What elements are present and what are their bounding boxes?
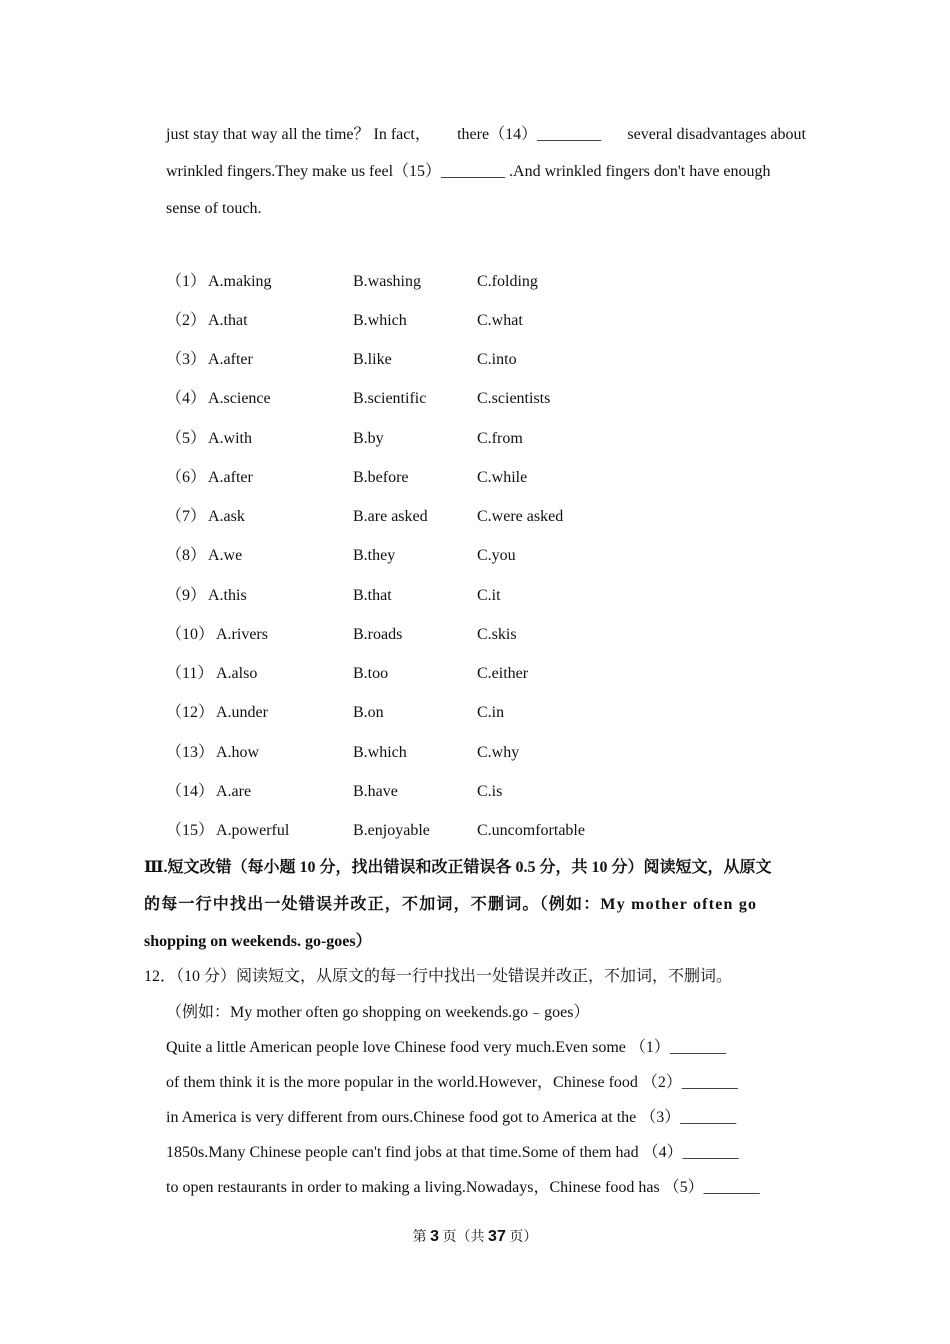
option-number: （3） (166, 351, 207, 368)
option-a: A.with (208, 430, 252, 447)
footer-prefix: 第 (412, 1230, 431, 1245)
passage-line: of them think it is the more popular in the world.However，Chinese food （2）_______ (166, 1074, 738, 1091)
option-c: C.scientists (477, 390, 551, 407)
section-3-line-1: Ⅲ.短文改错（每小题 10 分，找出错误和改正错误各 0.5 分，共 10 分）阅读短文，从原文 (144, 859, 772, 876)
passage-line-1-part-1: just stay that way all the time？ In fact， (166, 126, 431, 143)
option-a: A.this (208, 587, 247, 604)
footer-suffix: 页） (505, 1230, 538, 1245)
question-12-stem: 12．（10 分）阅读短文，从原文的每一行中找出一处错误并改正，不加词，不删词。 (144, 968, 733, 985)
option-number: （6） (166, 469, 207, 486)
passage-continuation (166, 116, 806, 227)
option-number: （2） (166, 312, 207, 329)
option-c: C.why (477, 744, 520, 761)
option-c: C.from (477, 430, 523, 447)
option-b: B.which (353, 744, 407, 761)
option-c: C.in (477, 704, 505, 721)
option-number: （8） (166, 547, 207, 564)
option-c: C.while (477, 469, 528, 486)
option-c: C.folding (477, 273, 538, 290)
option-number: （4） (166, 390, 207, 407)
option-a: A.after (208, 469, 253, 486)
option-c: C.it (477, 587, 501, 604)
option-b: B.too (353, 665, 389, 682)
option-b: B.roads (353, 626, 403, 643)
option-a: A.that (208, 312, 248, 329)
option-b: B.scientific (353, 390, 427, 407)
option-a: A.under (216, 704, 268, 721)
option-number: （12） (166, 704, 215, 721)
option-c: C.you (477, 547, 516, 564)
passage-line-2: wrinkled fingers.They make us feel（15）________ .And wrinkled fingers don't have enough (166, 163, 771, 180)
option-c: C.were asked (477, 508, 564, 525)
option-a: A.making (208, 273, 272, 290)
option-b: B.on (353, 704, 384, 721)
option-b: B.before (353, 469, 409, 486)
section-3-line-2: 的每一行中找出一处错误并改正，不加词，不删词。（例如：My mother often go (144, 896, 758, 913)
option-c: C.uncomfortable (477, 822, 585, 839)
option-c: C.what (477, 312, 523, 329)
option-number: （11） (166, 665, 214, 682)
current-page-number: 3 (430, 1228, 440, 1245)
option-b: B.like (353, 351, 392, 368)
section-3-heading (144, 849, 806, 960)
passage-line: Quite a little American people love Chinese food very much.Even some （1）_______ (166, 1039, 726, 1056)
option-b: B.they (353, 547, 396, 564)
passage-line-1-part-2: there（14）________ (457, 126, 602, 143)
option-c: C.skis (477, 626, 517, 643)
option-a: A.how (216, 744, 260, 761)
option-c: C.either (477, 665, 529, 682)
passage-line: 1850s.Many Chinese people can't find jobs at that time.Some of them had （4）_______ (166, 1144, 739, 1161)
option-number: （5） (166, 430, 207, 447)
question-12-example: （例如：My mother often go shopping on weekends.go﹣goes） (166, 1004, 590, 1021)
option-b: B.by (353, 430, 384, 447)
passage-line: in America is very different from ours.Chinese food got to America at the （3）_______ (166, 1109, 737, 1126)
footer-middle: 页（共 (439, 1230, 489, 1245)
section-3-line-3: shopping on weekends. go-goes） (144, 933, 372, 950)
option-b: B.which (353, 312, 407, 329)
option-c: C.is (477, 783, 503, 800)
option-number: （14） (166, 783, 215, 800)
option-number: （13） (166, 744, 215, 761)
option-a: A.we (208, 547, 243, 564)
page-footer (0, 1225, 950, 1250)
option-number: （9） (166, 587, 207, 604)
option-a: A.after (208, 351, 253, 368)
passage-line-1 (166, 116, 806, 153)
option-b: B.washing (353, 273, 421, 290)
option-a: A.ask (208, 508, 245, 525)
option-a: A.also (216, 665, 258, 682)
option-a: A.science (208, 390, 271, 407)
total-pages-number: 37 (488, 1228, 506, 1245)
option-c: C.into (477, 351, 517, 368)
option-number: （7） (166, 508, 207, 525)
option-b: B.have (353, 783, 398, 800)
option-a: A.are (216, 783, 252, 800)
passage-line-1-part-3: several disadvantages about (627, 126, 806, 143)
option-b: B.that (353, 587, 392, 604)
option-a: A.powerful (216, 822, 290, 839)
option-b: B.enjoyable (353, 822, 430, 839)
option-number: （1） (166, 273, 207, 290)
option-number: （10） (166, 626, 215, 643)
option-a: A.rivers (216, 626, 268, 643)
passage-line: to open restaurants in order to making a living.Nowadays，Chinese food has （5）_______ (166, 1179, 760, 1196)
option-b: B.are asked (353, 508, 428, 525)
option-number: （15） (166, 822, 215, 839)
passage-line-3: sense of touch. (166, 200, 262, 217)
